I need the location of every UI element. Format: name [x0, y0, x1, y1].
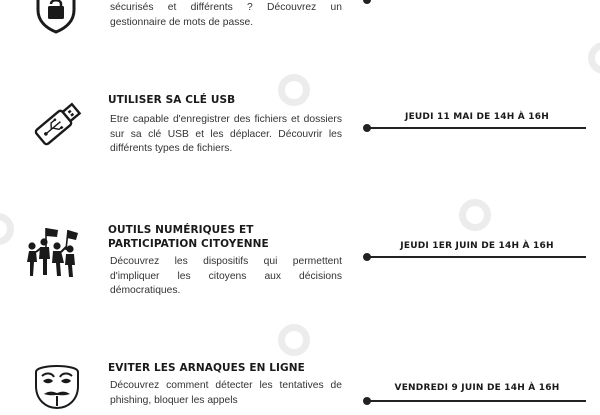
section-1-description: Etre capable d'enregistrer des fichiers et dossiers sur sa clé USB et les déplacer. Découvrir les différents types de fichiers. [110, 114, 342, 154]
decorative-ring [0, 213, 14, 245]
section-3-date: VENDREDI 9 JUIN DE 14H À 16H [394, 383, 560, 393]
protesters-icon [24, 222, 84, 280]
section-2-title: OUTILS NUMÉRIQUES ET PARTICIPATION CITOYENNE [108, 224, 269, 250]
section-2-date: JEUDI 1ER JUIN DE 14H À 16H [400, 241, 554, 251]
usb-drive-icon [28, 100, 88, 150]
section-2-timeline [367, 256, 586, 258]
decorative-ring [459, 199, 491, 231]
section-1-timeline [367, 127, 586, 129]
shield-lock-icon [34, 0, 78, 34]
section-1-title: UTILISER SA CLÉ USB [108, 94, 236, 106]
section-3-timeline [367, 400, 586, 402]
section-0-description: sécurisés et différents ? Découvrez un gestionnaire de mots de passe. [110, 2, 342, 28]
section-0-timeline-dot [363, 0, 371, 4]
decorative-ring [278, 324, 310, 356]
section-3-title: EVITER LES ARNAQUES EN LIGNE [108, 362, 305, 374]
section-3-description: Découvrez comment détecter les tentatives de phishing, bloquer les appels [110, 380, 342, 406]
section-1-date: JEUDI 11 MAI DE 14H À 16H [405, 112, 549, 122]
decorative-ring [588, 42, 600, 74]
section-2-description: Découvrez les dispositifs qui permettent d'impliquer les citoyens aux décisions démocratiques. [110, 256, 342, 296]
